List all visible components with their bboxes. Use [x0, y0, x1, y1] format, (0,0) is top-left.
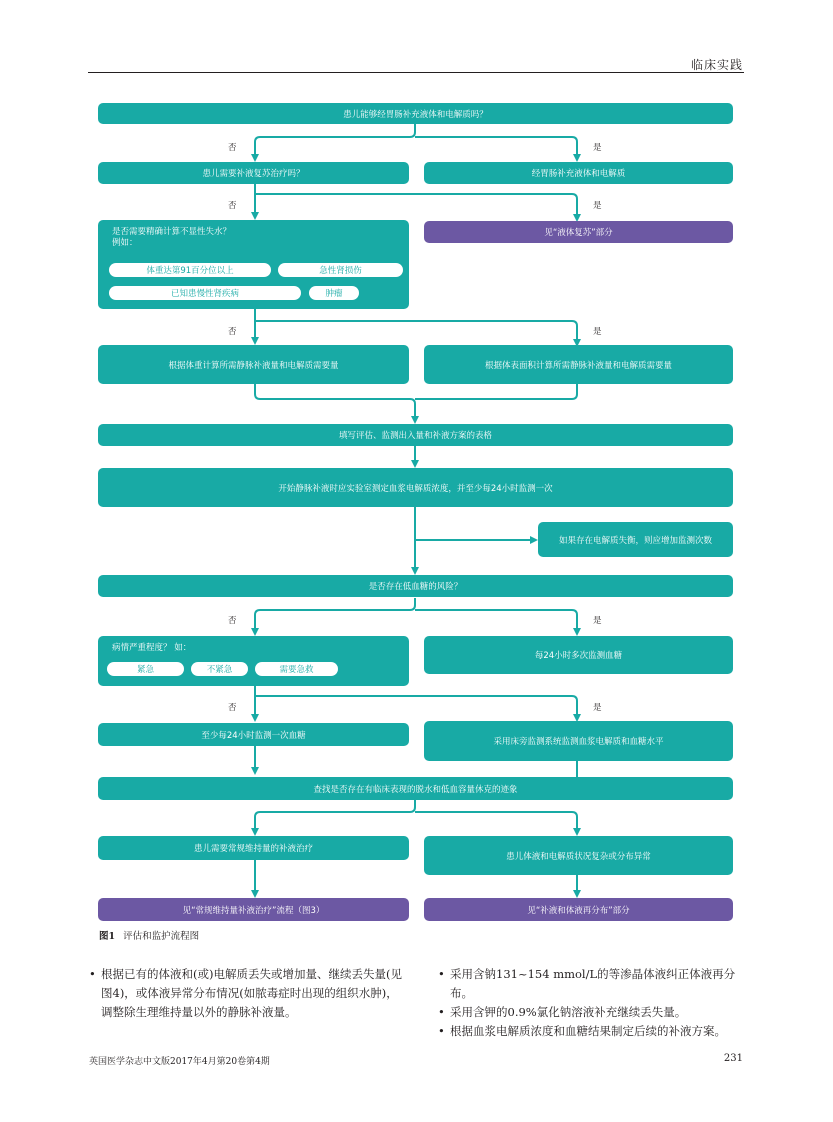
label-yes: 是 [593, 703, 602, 713]
pill-urgent: 紧急 [107, 662, 184, 676]
box-complex-text: 患儿体液和电解质状况复杂或分布异常 [506, 851, 651, 862]
box-fill-form [98, 424, 733, 446]
label-yes: 是 [593, 201, 602, 211]
bullets-right [438, 965, 750, 1041]
box-enteral-supply-text: 经胃肠补充液体和电解质 [531, 169, 626, 179]
label-no: 否 [228, 327, 237, 337]
label-no: 否 [228, 201, 237, 211]
question-resuscitation-text: 患儿需要补液复苏治疗吗？ [202, 169, 305, 179]
see-redistribution [424, 898, 733, 921]
box-by-weight [98, 345, 409, 384]
box-routine-text: 患儿需要常规维持量的补液治疗 [193, 844, 313, 854]
see-routine-text: 见“常规维持量补液治疗”流程（图3） [182, 905, 325, 916]
bullet-item: • 根据血浆电解质浓度和血糖结果制定后续的补液方案。 [438, 1022, 750, 1041]
bullet-item: • 采用含钠131~154 mmol/L的等渗晶体液纠正体液再分布。 [438, 965, 750, 1003]
box-start-iv [98, 468, 733, 507]
box-by-bsa [424, 345, 733, 384]
question-severity [98, 636, 409, 686]
question-resuscitation [98, 162, 409, 184]
label-no: 否 [228, 703, 237, 713]
figure-label: 图1 [99, 931, 116, 942]
label-no: 否 [228, 616, 237, 626]
box-complex [424, 836, 733, 875]
box-enteral-supply [424, 162, 733, 184]
bullet-item: • 根据已有的体液和(或)电解质丢失或增加量、继续丢失量(见图4)，或体液异常分布情况(如脓毒症时出现的组织水肿)，调整除生理维持量以外的静脉补液量。 [89, 965, 409, 1022]
question-insensible-loss-text: 是否需要精确计算不显性失水？ [112, 227, 232, 237]
see-resuscitation-text: 见“液体复苏”部分 [544, 228, 613, 238]
figure-caption [99, 928, 199, 942]
pill-tumor: 肿瘤 [309, 286, 359, 300]
box-imbalance [538, 522, 733, 557]
box-dehydration [98, 777, 733, 800]
bullets-left [89, 965, 409, 1022]
journal-footer: 英国医学杂志中文版2017年4月第20卷第4期 [89, 1057, 270, 1067]
question-enteral [98, 103, 733, 124]
label-yes: 是 [593, 143, 602, 153]
label-no: 否 [228, 143, 237, 153]
box-fill-form-text: 填写评估、监测出入量和补液方案的表格 [338, 431, 492, 441]
see-resuscitation [424, 221, 733, 243]
question-severity-text: 病情严重程度？ 如： [112, 643, 192, 653]
box-imbalance-text: 如果存在电解质失衡，则应增加监测次数 [558, 535, 712, 546]
box-by-bsa-text: 根据体表面积计算所需静脉补液量和电解质需要量 [484, 360, 672, 371]
box-dehydration-text: 查找是否存在有临床表现的脱水和低血容量休克的迹象 [313, 784, 518, 795]
pill-weight: 体重达第91百分位以上 [109, 263, 271, 277]
box-bedside-text: 采用床旁监测系统监测血浆电解质和血糖水平 [493, 737, 664, 747]
pill-emergency: 需要急救 [255, 662, 338, 676]
bullet-item: • 采用含钾的0.9%氯化钠溶液补充继续丢失量。 [438, 1003, 750, 1022]
box-by-weight-text: 根据体重计算所需静脉补液量和电解质需要量 [168, 360, 339, 371]
section-title: 临床实践 [690, 58, 743, 72]
pill-chronic-kidney: 已知患慢性肾疾病 [109, 286, 301, 300]
see-routine [98, 898, 409, 921]
box-start-iv-text: 开始静脉补液时应实验室测定血浆电解质浓度，并至少每24小时监测一次 [278, 483, 553, 494]
label-yes: 是 [593, 327, 602, 337]
question-hypoglycemia-text: 是否存在低血糖的风险？ [368, 582, 463, 592]
figure-caption-text: 评估和监护流程图 [123, 931, 200, 942]
page-number: 231 [723, 1053, 743, 1064]
see-redistribution-text: 见“补液和体液再分布”部分 [527, 905, 630, 916]
box-bedside [424, 721, 733, 761]
box-once-daily [98, 723, 409, 746]
box-glucose-multi [424, 636, 733, 674]
label-yes: 是 [593, 616, 602, 626]
question-hypoglycemia [98, 575, 733, 597]
example-label: 例如： [112, 238, 138, 248]
box-routine [98, 836, 409, 860]
pill-kidney-injury: 急性肾损伤 [278, 263, 403, 277]
box-glucose-multi-text: 每24小时多次监测血糖 [534, 651, 623, 661]
pill-non-urgent: 不紧急 [191, 662, 248, 676]
question-enteral-text: 患儿能够经胃肠补充液体和电解质吗？ [343, 109, 488, 120]
box-once-daily-text: 至少每24小时监测一次血糖 [201, 730, 306, 741]
